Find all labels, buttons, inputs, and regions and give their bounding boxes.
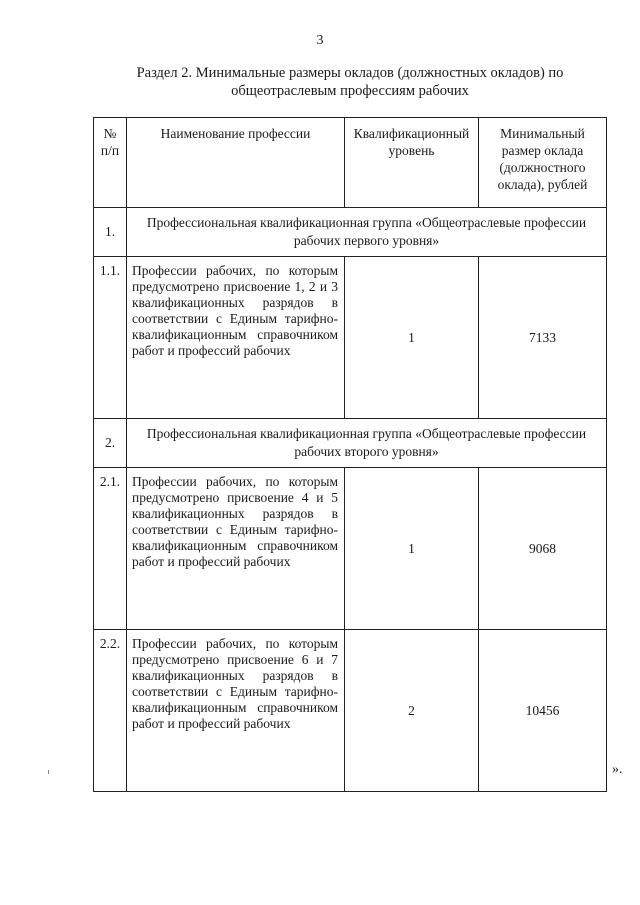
header-name: Наименование профессии	[127, 118, 345, 208]
page-number: 3	[316, 33, 324, 48]
row-1-level: 1	[345, 257, 479, 419]
group-row-1	[94, 208, 607, 257]
row-3-num: 2.2.	[94, 630, 127, 792]
table-row	[94, 630, 607, 792]
row-2-salary: 9068	[479, 468, 607, 630]
table-row	[94, 257, 607, 419]
group-2-title: Профессиональная квалификационная группа «Общеотраслевые профессии рабочих второго уровня»	[127, 419, 607, 468]
row-3-name: Профессии рабочих, по которым предусмотрено присвоение 6 и 7 квалификационных разрядов в соответствии с Единым тарифно-квалификационным справочником работ и профессий рабочих	[127, 630, 345, 792]
row-1-name: Профессии рабочих, по которым предусмотрено присвоение 1, 2 и 3 квалификационных разрядов в соответствии с Единым тарифно-квалификационным справочником работ и профессий рабочих	[127, 257, 345, 419]
section-title-line-1: Раздел 2. Минимальные размеры окладов (должностных окладов) по	[136, 65, 564, 81]
header-num: № п/п	[94, 118, 127, 208]
salary-table	[93, 117, 607, 792]
closing-quote: ».	[612, 762, 623, 777]
margin-mark	[48, 770, 49, 774]
section-title-line-2: общеотраслевым профессиям рабочих	[231, 83, 469, 99]
row-2-name: Профессии рабочих, по которым предусмотрено присвоение 4 и 5 квалификационных разрядов в соответствии с Единым тарифно-квалификационным справочником работ и профессий рабочих	[127, 468, 345, 630]
table-row	[94, 468, 607, 630]
row-1-num: 1.1.	[94, 257, 127, 419]
header-level: Квалификационный уровень	[345, 118, 479, 208]
group-1-num: 1.	[94, 208, 127, 257]
row-2-level: 1	[345, 468, 479, 630]
group-2-num: 2.	[94, 419, 127, 468]
section-title	[110, 64, 590, 100]
row-3-salary: 10456	[479, 630, 607, 792]
header-salary: Минимальный размер оклада (должностного оклада), рублей	[479, 118, 607, 208]
row-1-salary: 7133	[479, 257, 607, 419]
table-header-row	[94, 118, 607, 208]
row-2-num: 2.1.	[94, 468, 127, 630]
row-3-level: 2	[345, 630, 479, 792]
group-1-title: Профессиональная квалификационная группа «Общеотраслевые профессии рабочих первого уровня»	[127, 208, 607, 257]
group-row-2	[94, 419, 607, 468]
